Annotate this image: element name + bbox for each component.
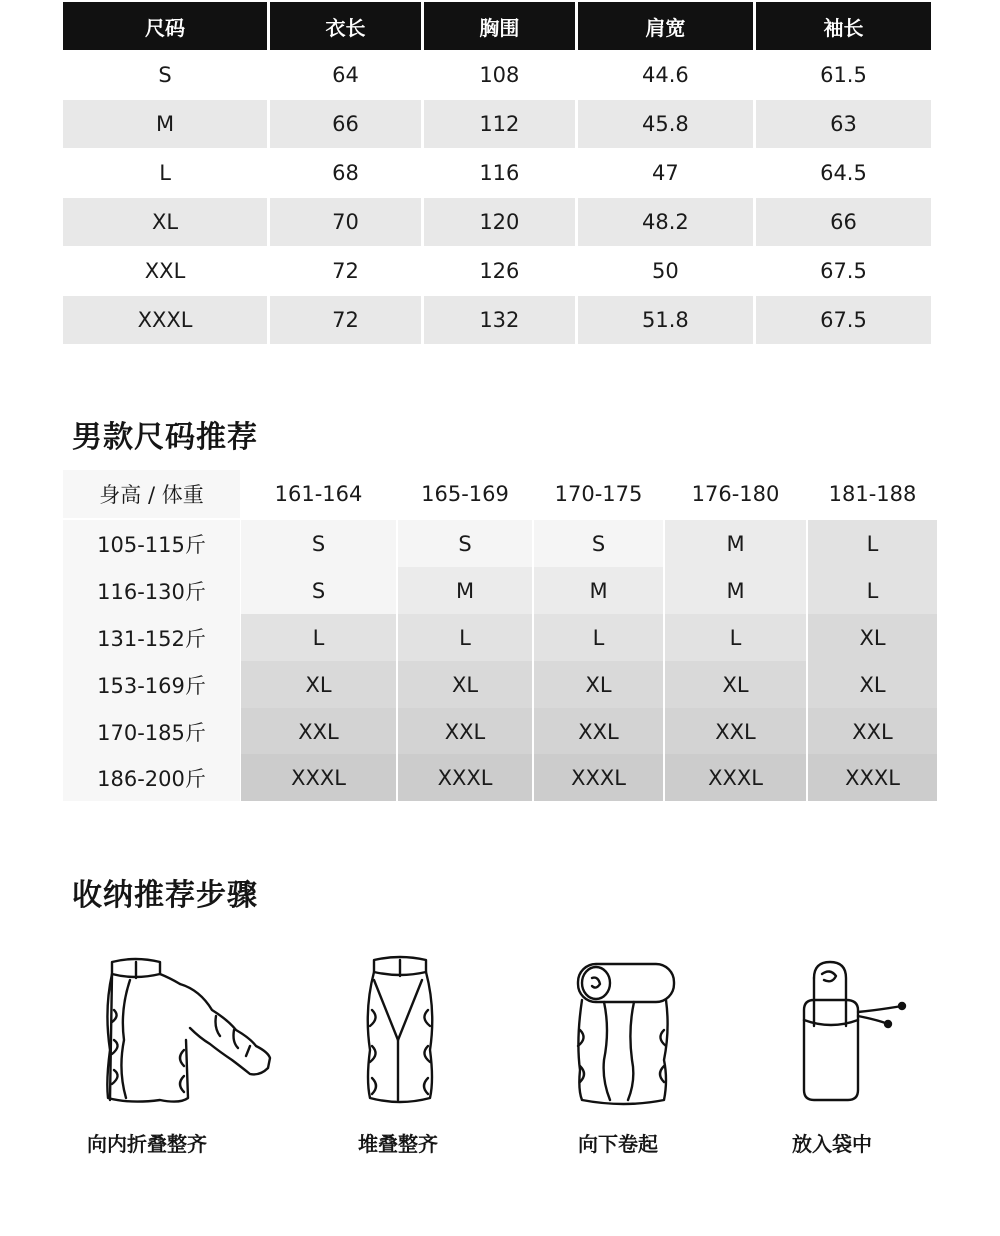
recommended-size-cell: XL [398, 661, 532, 708]
sleeve-cell: 66 [756, 198, 931, 246]
shoulder-cell: 44.6 [642, 63, 689, 87]
recommended-size-cell: S [398, 520, 532, 567]
size-chart-header-row [63, 2, 931, 50]
recommendation-corner-label: 身高 / 体重 [63, 470, 240, 518]
recommended-size-cell: S [534, 520, 663, 567]
weight-row-label: 116-130斤 [63, 567, 240, 614]
size-chart-header-chest: 胸围 [424, 2, 575, 50]
recommended-size-cell: L [534, 614, 663, 661]
table-row [63, 51, 931, 99]
step-label: 向下卷起 [578, 1132, 658, 1156]
table-row [63, 296, 931, 344]
recommended-size-cell: XXL [398, 708, 532, 755]
recommended-size-cell: XXXL [241, 754, 396, 801]
sleeve-cell: 61.5 [820, 63, 867, 87]
chest-cell: 120 [424, 198, 575, 246]
table-row [63, 100, 931, 148]
step-label: 放入袋中 [792, 1132, 872, 1156]
recommended-size-cell: L [398, 614, 532, 661]
rolled-jacket-icon [574, 950, 684, 1120]
size-cell: XXXL [63, 296, 267, 344]
recommended-size-cell: M [665, 567, 806, 614]
size-cell: XXL [144, 259, 186, 283]
height-header-cell: 176-180 [665, 470, 806, 518]
jacket-sleeve-out-icon [100, 950, 280, 1120]
storage-bag-icon [798, 950, 918, 1120]
sleeve-cell: 67.5 [756, 296, 931, 344]
weight-row-label: 170-185斤 [63, 708, 240, 755]
weight-row-label: 186-200斤 [63, 754, 240, 801]
length-cell: 72 [332, 259, 359, 283]
sleeve-cell: 67.5 [820, 259, 867, 283]
length-cell: 64 [332, 63, 359, 87]
folding-step-3 [574, 950, 774, 1160]
step-label: 堆叠整齐 [358, 1132, 438, 1156]
recommended-size-cell: M [398, 567, 532, 614]
recommended-size-cell: XL [665, 661, 806, 708]
chest-cell: 132 [424, 296, 575, 344]
recommended-size-cell: XXXL [534, 754, 663, 801]
recommended-size-cell: XXL [241, 708, 396, 755]
weight-row-label: 153-169斤 [63, 661, 240, 708]
recommended-size-cell: XXXL [398, 754, 532, 801]
recommended-size-cell: S [241, 520, 396, 567]
shoulder-cell: 50 [652, 259, 679, 283]
recommended-size-cell: XXL [534, 708, 663, 755]
table-row [63, 198, 931, 246]
recommended-size-cell: L [241, 614, 396, 661]
size-cell: XL [63, 198, 267, 246]
recommended-size-cell: XXL [808, 708, 937, 755]
folding-steps-title: 收纳推荐步骤 [72, 878, 258, 913]
size-recommendation-table [63, 470, 937, 799]
size-chart-header-size: 尺码 [63, 2, 267, 50]
recommended-size-cell: M [534, 567, 663, 614]
recommended-size-cell: M [665, 520, 806, 567]
sleeve-cell: 63 [756, 100, 931, 148]
size-cell: L [159, 161, 171, 185]
height-header-cell: 181-188 [808, 470, 937, 518]
size-cell: S [158, 63, 172, 87]
folded-jacket-icon [360, 950, 460, 1120]
height-header-cell: 161-164 [241, 470, 396, 518]
height-header-cell: 165-169 [398, 470, 532, 518]
size-chart-table [60, 1, 934, 345]
weight-row-label: 131-152斤 [63, 614, 240, 661]
recommended-size-cell: XXL [665, 708, 806, 755]
recommended-size-cell: L [808, 567, 937, 614]
weight-row-label: 105-115斤 [63, 520, 240, 567]
shoulder-cell: 45.8 [578, 100, 753, 148]
chest-cell: 116 [479, 161, 520, 185]
height-header-cell: 170-175 [534, 470, 663, 518]
size-chart-header-length: 衣长 [270, 2, 421, 50]
step-label: 向内折叠整齐 [87, 1132, 207, 1156]
sleeve-cell: 64.5 [820, 161, 867, 185]
recommended-size-cell: XXXL [665, 754, 806, 801]
size-chart-header-sleeve: 袖长 [756, 2, 931, 50]
shoulder-cell: 47 [652, 161, 679, 185]
recommended-size-cell: S [241, 567, 396, 614]
folding-step-1 [87, 950, 300, 1160]
shoulder-cell: 51.8 [578, 296, 753, 344]
table-row [63, 149, 931, 197]
recommended-size-cell: XXXL [808, 754, 937, 801]
recommended-size-cell: XL [241, 661, 396, 708]
length-cell: 70 [270, 198, 421, 246]
chest-cell: 126 [479, 259, 520, 283]
recommended-size-cell: L [665, 614, 806, 661]
length-cell: 68 [332, 161, 359, 185]
size-chart-header-shoulder: 肩宽 [578, 2, 753, 50]
chest-cell: 108 [479, 63, 520, 87]
folding-step-4 [792, 950, 998, 1160]
size-cell: M [63, 100, 267, 148]
length-cell: 72 [270, 296, 421, 344]
folding-step-2 [360, 950, 560, 1160]
shoulder-cell: 48.2 [578, 198, 753, 246]
recommended-size-cell: XL [808, 661, 937, 708]
chest-cell: 112 [424, 100, 575, 148]
length-cell: 66 [270, 100, 421, 148]
recommendation-title: 男款尺码推荐 [72, 420, 258, 455]
table-row [63, 247, 931, 295]
recommended-size-cell: XL [534, 661, 663, 708]
recommended-size-cell: L [808, 520, 937, 567]
recommended-size-cell: XL [808, 614, 937, 661]
